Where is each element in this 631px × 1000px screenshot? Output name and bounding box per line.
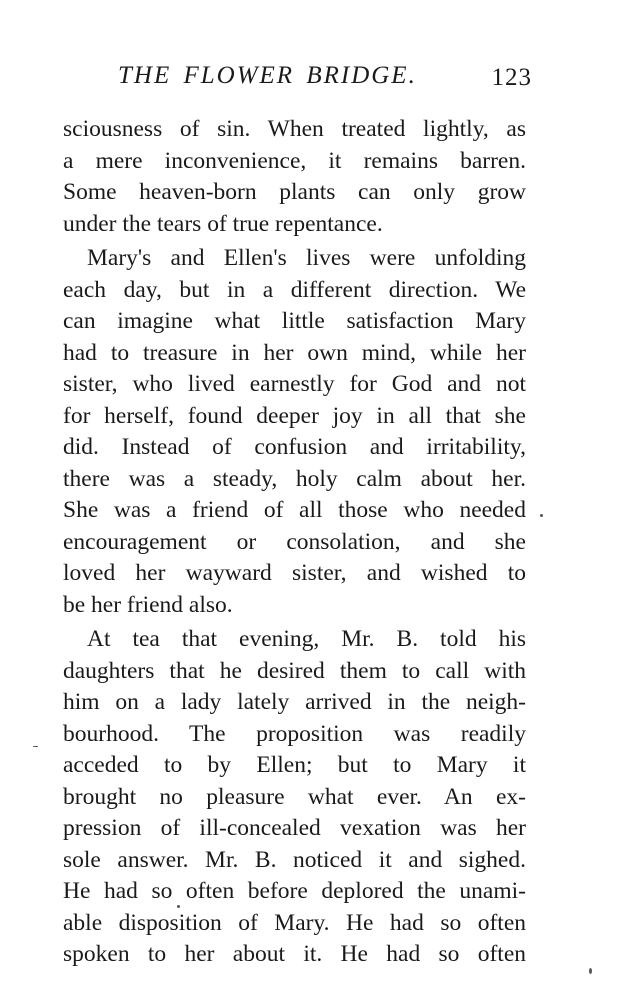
text-line: under the tears of true repentance. (63, 210, 383, 237)
paragraph-1 (63, 114, 526, 240)
text-line: brought no pleasure what ever. An ex- (63, 783, 526, 810)
text-line: She was a friend of all those who needed (63, 497, 526, 523)
text-line: did. Instead of confusion and irritability, (63, 434, 526, 460)
text-line: spoken to her about it. He had so often (63, 941, 526, 967)
body-text (63, 114, 526, 971)
text-line: pression of ill-concealed vexation was her (63, 815, 526, 841)
text-line: He had so often before deplored the unami- (63, 878, 526, 904)
text-line: able disposition of Mary. He had so often (63, 909, 526, 936)
text-line: sciousness of sin. When treated lightly, as (63, 116, 526, 142)
page-header (110, 62, 542, 96)
text-line: At tea that evening, Mr. B. told his (87, 626, 526, 652)
print-speck (589, 968, 592, 974)
print-speck (33, 746, 38, 747)
paragraph-3 (63, 624, 526, 971)
text-line: him on a lady lately arrived in the neigh- (63, 689, 526, 715)
print-speck (177, 905, 180, 908)
text-line: acceded to by Ellen; but to Mary it (63, 752, 526, 778)
text-line: for herself, found deeper joy in all that she (63, 402, 526, 429)
text-line: be her friend also. (63, 591, 233, 618)
text-line: each day, but in a different direction. We (63, 276, 526, 303)
text-line: encouragement or consolation, and she (63, 528, 526, 555)
print-speck (540, 514, 543, 517)
text-line: had to treasure in her own mind, while her (63, 339, 526, 366)
text-line: bourhood. The proposition was readily (63, 720, 526, 747)
text-line: sole answer. Mr. B. noticed it and sighed. (63, 846, 526, 873)
paragraph-2 (63, 243, 526, 621)
text-line: Mary's and Ellen's lives were unfolding (87, 245, 526, 271)
running-title: THE FLOWER BRIDGE. (118, 62, 417, 89)
page-number: 123 (491, 64, 532, 91)
text-line: daughters that he desired them to call with (63, 657, 526, 684)
text-line: there was a steady, holy calm about her. (63, 465, 526, 492)
text-line: loved her wayward sister, and wished to (63, 560, 526, 586)
text-line: can imagine what little satisfaction Mary (63, 308, 526, 334)
text-line: Some heaven-born plants can only grow (63, 179, 526, 205)
text-line: a mere inconvenience, it remains barren. (63, 147, 526, 174)
text-line: sister, who lived earnestly for God and not (63, 371, 526, 397)
